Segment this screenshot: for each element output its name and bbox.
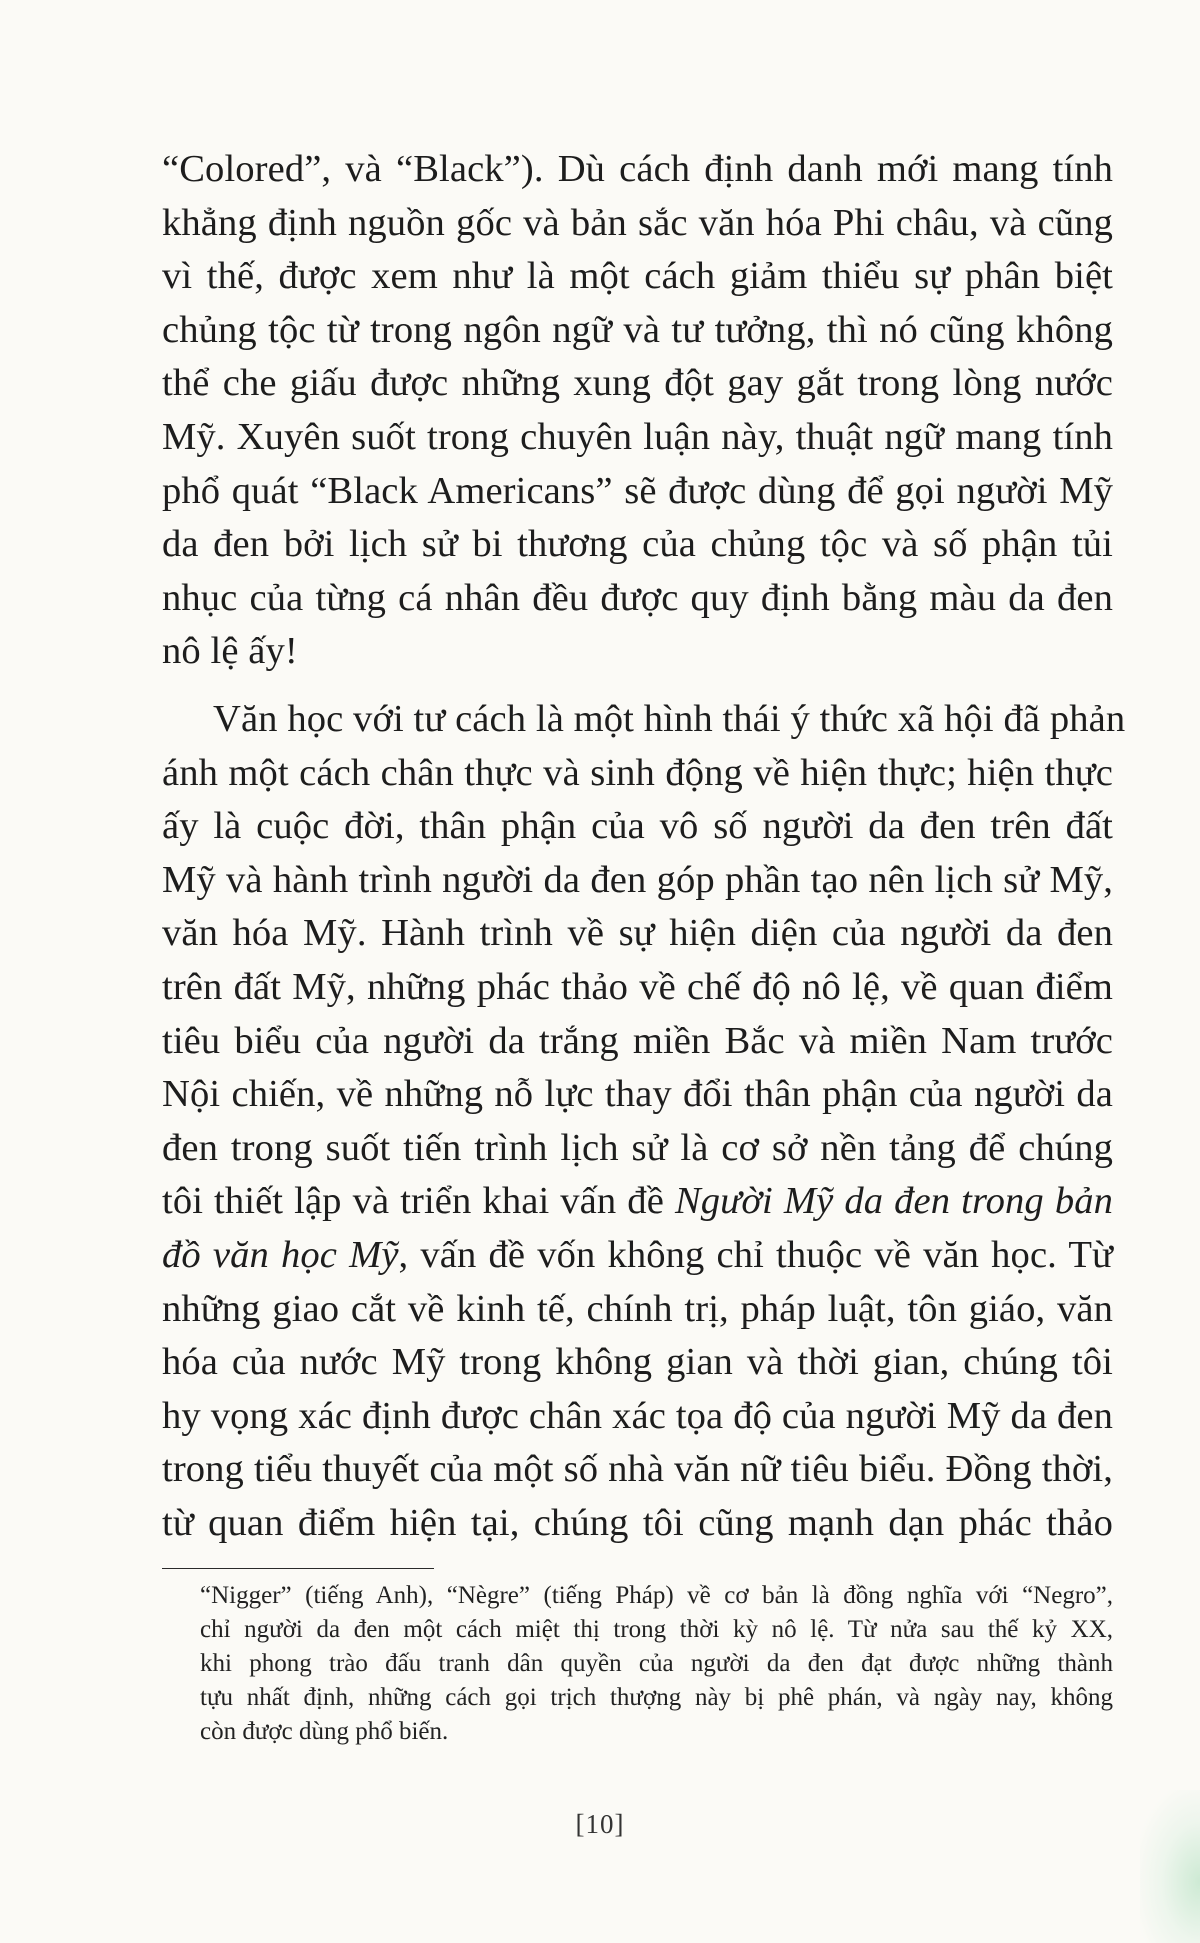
text-line: khẳng định nguồn gốc và bản sắc văn hóa Phi châu, và cũng (162, 201, 1113, 244)
text-line: Mỹ. Xuyên suốt trong chuyên luận này, thuật ngữ mang tính (162, 415, 1113, 458)
text-line: hóa của nước Mỹ trong không gian và thời gian, chúng tôi (162, 1341, 1113, 1384)
footnote-line: còn được dùng phổ biến. (200, 1718, 449, 1746)
text-line: chủng tộc từ trong ngôn ngữ và tư tưởng, thì nó cũng không (162, 308, 1113, 351)
text-line: hy vọng xác định được chân xác tọa độ của người Mỹ da đen (162, 1394, 1113, 1437)
text-line: Văn học với tư cách là một hình thái ý thức xã hội đã phản (213, 698, 1126, 740)
text-line: nô lệ ấy! (162, 630, 298, 673)
text-line: da đen bởi lịch sử bi thương của chủng tộc và số phận tủi (162, 523, 1113, 566)
footnote-divider (162, 1568, 434, 1569)
text-line-with-title (162, 1175, 1113, 1229)
book-title-italic: đồ văn học Mỹ (162, 1233, 399, 1276)
text-line: nhục của từng cá nhân đều được quy định bằng màu da đen (162, 576, 1113, 619)
page-corner-tint (1140, 1790, 1200, 1943)
paragraph-main (162, 693, 1126, 1551)
footnote (200, 1579, 1113, 1749)
text-line: ấy là cuộc đời, thân phận của vô số người da đen trên đất (162, 805, 1113, 848)
text-line: Mỹ và hành trình người da đen góp phần tạo nên lịch sử Mỹ, (162, 858, 1113, 901)
text-line: Nội chiến, về những nỗ lực thay đổi thân phận của người da (162, 1073, 1113, 1116)
text-line: những giao cắt về kinh tế, chính trị, pháp luật, tôn giáo, văn (162, 1287, 1113, 1330)
book-title-italic: Người Mỹ da đen trong bản (674, 1180, 1114, 1223)
text-line: từ quan điểm hiện tại, chúng tôi cũng mạnh dạn phác thảo (162, 1501, 1113, 1544)
paragraph-continuation (162, 143, 1113, 679)
text-line: “Colored”, và “Black”). Dù cách định danh mới mang tính (162, 148, 1113, 190)
footnote-line: chỉ người da đen một cách miệt thị trong thời kỳ nô lệ. Từ nửa sau thế kỷ XX, (200, 1616, 1113, 1644)
text-line: tiêu biểu của người da trắng miền Bắc và miền Nam trước (162, 1019, 1113, 1062)
text-line: văn hóa Mỹ. Hành trình về sự hiện diện của người da đen (162, 912, 1113, 955)
text-line: trên đất Mỹ, những phác thảo về chế độ nô lệ, về quan điểm (162, 965, 1113, 1008)
text-line: trong tiểu thuyết của một số nhà văn nữ tiêu biểu. Đồng thời, (162, 1448, 1113, 1491)
page-number: [10] (575, 1809, 625, 1839)
footnote-line: tựu nhất định, những cách gọi trịch thượng này bị phê phán, và ngày nay, không (200, 1684, 1113, 1712)
text-line: đen trong suốt tiến trình lịch sử là cơ sở nền tảng để chúng (162, 1126, 1113, 1169)
text-segment: , vấn đề vốn không chỉ thuộc về văn học. Từ (398, 1233, 1113, 1276)
text-line-with-title (162, 1229, 1113, 1283)
text-line: vì thế, được xem như là một cách giảm thiểu sự phân biệt (162, 255, 1113, 298)
text-line: thể che giấu được những xung đột gay gắt trong lòng nước (162, 362, 1113, 405)
text-segment: tôi thiết lập và triển khai vấn đề (162, 1180, 675, 1223)
footnote-line: “Nigger” (tiếng Anh), “Nègre” (tiếng Pháp) về cơ bản là đồng nghĩa với “Negro”, (200, 1582, 1113, 1609)
text-line: phổ quát “Black Americans” sẽ được dùng để gọi người Mỹ (162, 469, 1113, 512)
footnote-line: khi phong trào đấu tranh dân quyền của người da đen đạt được những thành (200, 1650, 1113, 1678)
text-line: ánh một cách chân thực và sinh động về hiện thực; hiện thực (162, 751, 1113, 794)
